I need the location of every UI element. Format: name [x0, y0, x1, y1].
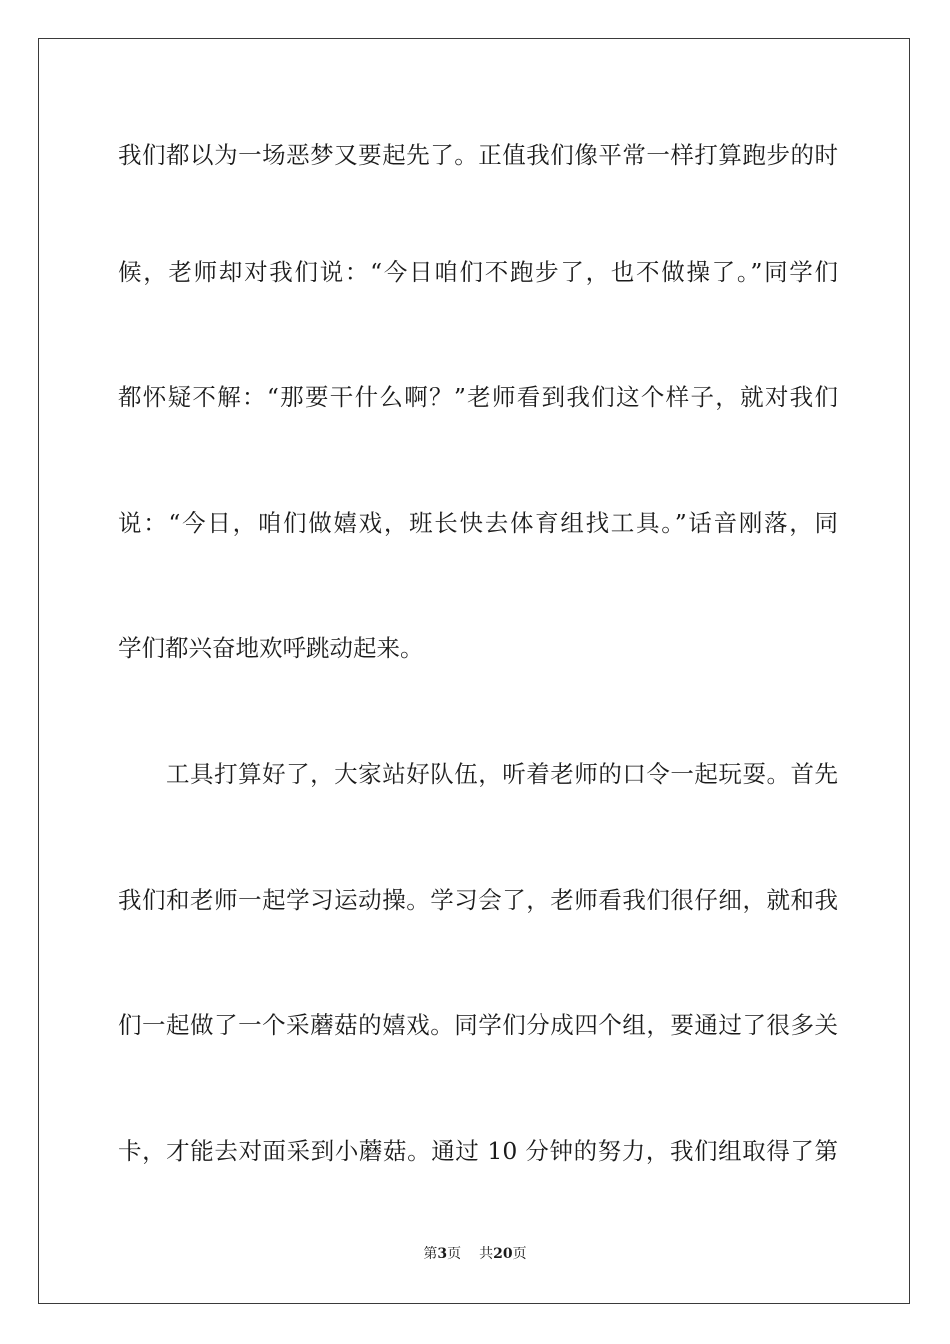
text-line-9: 卡，才能去对面采到小蘑菇。通过 10 分钟的努力，我们组取得了第	[118, 1137, 838, 1165]
footer-total-pages: 20	[493, 1246, 513, 1262]
text-line-4: 说：“今日，咱们做嬉戏，班长快去体育组找工具。”话音刚落，同	[118, 509, 838, 537]
footer-current-page: 3	[437, 1246, 448, 1262]
footer-total-prefix: 共	[479, 1246, 494, 1262]
text-line-7: 我们和老师一起学习运动操。学习会了，老师看我们很仔细，就和我	[118, 886, 838, 914]
text-line-6: 工具打算好了，大家站好队伍，听着老师的口令一起玩耍。首先	[118, 760, 838, 788]
page-footer	[0, 1244, 950, 1264]
footer-mid: 页	[447, 1246, 462, 1262]
text-line-3: 都怀疑不解：“那要干什么啊？”老师看到我们这个样子，就对我们	[118, 383, 838, 411]
text-line-8: 们一起做了一个采蘑菇的嬉戏。同学们分成四个组，要通过了很多关	[118, 1011, 838, 1039]
footer-suffix: 页	[512, 1246, 527, 1262]
text-line-2: 候，老师却对我们说：“今日咱们不跑步了，也不做操了。”同学们	[118, 258, 838, 286]
footer-prefix: 第	[423, 1246, 438, 1262]
text-line-1: 我们都以为一场恶梦又要起先了。正值我们像平常一样打算跑步的时	[118, 141, 838, 169]
text-line-5: 学们都兴奋地欢呼跳动起来。	[118, 634, 424, 662]
page-border	[38, 38, 910, 1304]
